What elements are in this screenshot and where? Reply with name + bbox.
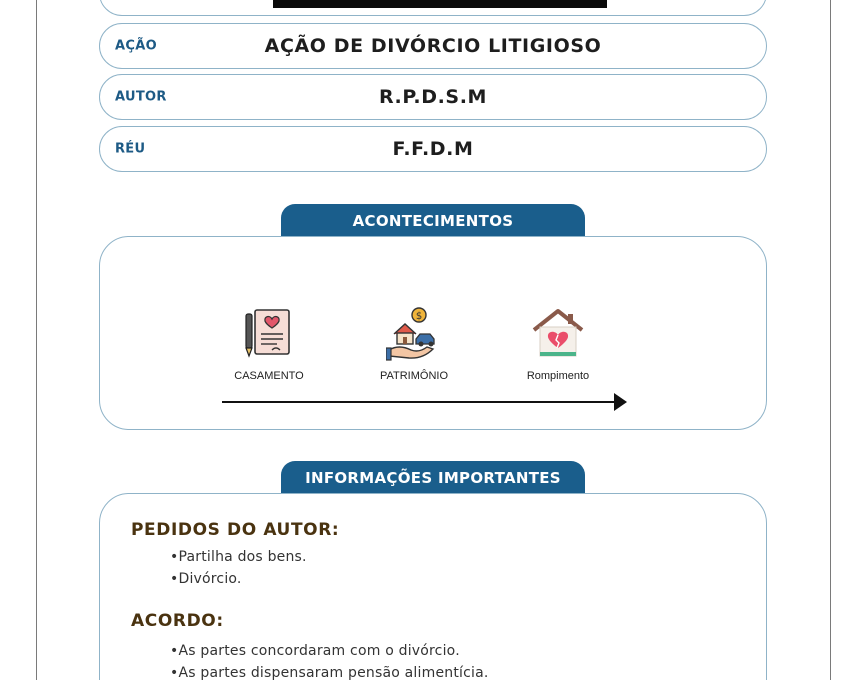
timeline-line (222, 401, 616, 403)
autor-label: AUTOR (115, 89, 167, 105)
property-assets-icon (386, 306, 442, 362)
event-rompimento (503, 306, 613, 382)
marriage-contract-icon (242, 306, 296, 362)
event-label: PATRIMÔNIO (379, 370, 449, 382)
acordo-title: ACORDO: (131, 611, 224, 631)
pedido-item: •Divórcio. (170, 571, 242, 587)
acao-label: AÇÃO (115, 38, 157, 54)
acordo-item: •As partes concordaram com o divórcio. (170, 643, 460, 659)
event-patrimonio (359, 306, 469, 382)
svg-text:$: $ (415, 311, 423, 322)
event-label: CASAMENTO (234, 370, 304, 382)
autor-value: R.P.D.S.M (378, 86, 488, 108)
reu-label: RÉU (115, 141, 146, 157)
autor-field (99, 74, 767, 120)
redacted-field (99, 0, 767, 16)
event-label: Rompimento (526, 370, 590, 382)
pedido-item: •Partilha dos bens. (170, 549, 307, 565)
acontecimentos-tab: ACONTECIMENTOS (281, 204, 585, 238)
timeline-arrow-icon (614, 393, 627, 411)
broken-heart-house-icon (530, 306, 586, 362)
acordo-item: •As partes dispensaram pensão alimentícia. (170, 665, 489, 680)
informacoes-tab: INFORMAÇÕES IMPORTANTES (281, 461, 585, 495)
redaction-bar (273, 0, 607, 8)
acao-field (99, 23, 767, 69)
acao-value: AÇÃO DE DIVÓRCIO LITIGIOSO (264, 35, 602, 57)
pedidos-title: PEDIDOS DO AUTOR: (131, 520, 340, 540)
reu-value: F.F.D.M (392, 138, 474, 160)
reu-field (99, 126, 767, 172)
event-casamento (214, 306, 324, 382)
